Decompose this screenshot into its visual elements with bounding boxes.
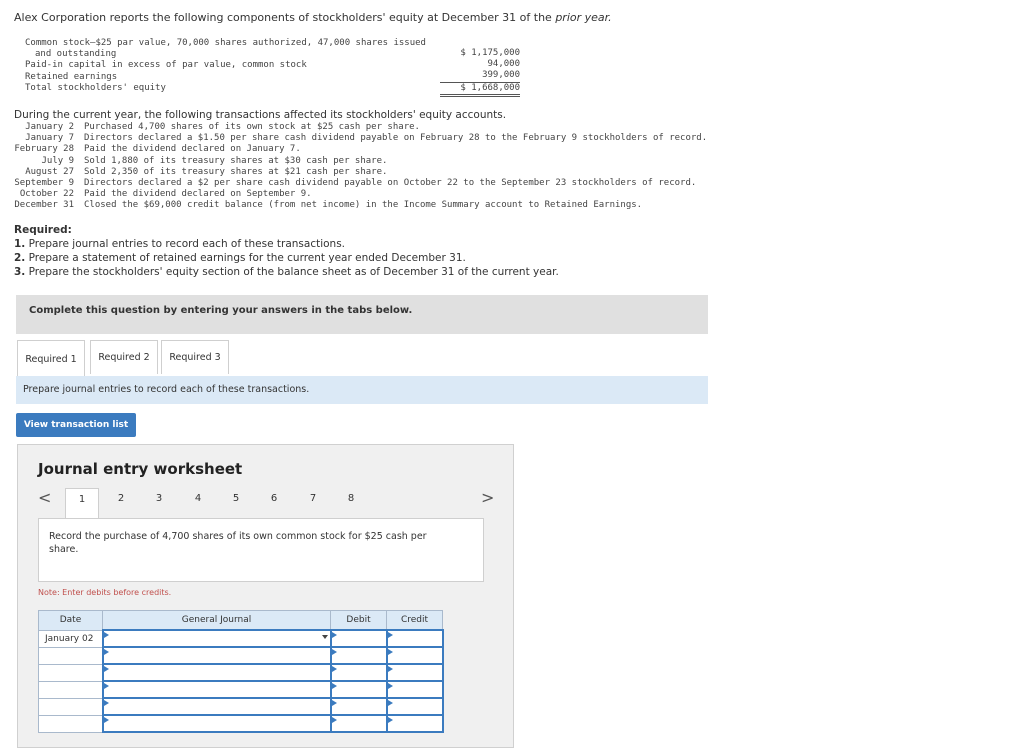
page-tab-1[interactable]: 1: [65, 488, 99, 519]
equity-labels: [25, 38, 426, 94]
chevron-down-icon[interactable]: [322, 635, 328, 639]
equity-label: Paid-in capital in excess of par value, common stock: [25, 60, 307, 71]
transaction-row: [14, 167, 707, 178]
journal-row: [39, 715, 443, 732]
debit-input[interactable]: [331, 681, 387, 698]
date-cell: [39, 681, 103, 698]
transaction-date: July 9: [41, 155, 74, 166]
chevron-left-icon[interactable]: <: [38, 488, 52, 507]
equity-value: 399,000: [440, 70, 520, 82]
required-item: 2. Prepare a statement of retained earnings for the current year ended December 31.: [14, 252, 466, 264]
journal-row: [39, 681, 443, 698]
equity-values: [440, 48, 520, 97]
page-tab-2[interactable]: 2: [117, 493, 125, 504]
date-cell: [39, 715, 103, 732]
debit-input[interactable]: [331, 630, 387, 647]
transaction-date: October 22: [19, 189, 74, 200]
equity-label: Retained earnings: [25, 71, 118, 82]
page-tab-6[interactable]: 6: [270, 493, 278, 504]
transaction-row: [14, 156, 707, 167]
col-header-general-journal: General Journal: [103, 611, 331, 631]
worksheet-title: Journal entry worksheet: [38, 460, 243, 478]
date-cell: January 02: [39, 630, 103, 647]
equity-label: and outstanding: [35, 49, 117, 60]
tab-required-1[interactable]: Required 1: [17, 340, 85, 377]
account-select[interactable]: [103, 647, 331, 664]
equity-label: Total stockholders' equity: [25, 82, 166, 93]
account-select[interactable]: [103, 715, 331, 732]
account-select[interactable]: [103, 698, 331, 715]
transaction-row: [14, 189, 707, 200]
equity-label: Common stock—$25 par value, 70,000 shares authorized, 47,000 shares issued: [25, 38, 426, 48]
credit-input[interactable]: [387, 715, 443, 732]
transaction-text: Paid the dividend declared on September 9.: [84, 189, 312, 200]
journal-row: [39, 664, 443, 681]
required-item: 3. Prepare the stockholders' equity section of the balance sheet as of December 31 of the current year.: [14, 266, 559, 278]
journal-row: [39, 630, 443, 647]
transaction-text: Sold 2,350 of its treasury shares at $21 cash per share.: [84, 166, 388, 177]
transaction-list: [14, 122, 707, 212]
transaction-row: [14, 133, 707, 144]
tab-instruction-bar: [16, 376, 708, 404]
required-heading: Required:: [14, 224, 72, 236]
account-select[interactable]: [103, 681, 331, 698]
instruction-banner: [16, 295, 708, 334]
journal-row: [39, 647, 443, 664]
during-text: During the current year, the following transactions affected its stockholders' equity accounts.: [14, 109, 507, 121]
credit-input[interactable]: [387, 647, 443, 664]
tab-instruction-text: Prepare journal entries to record each of these transactions.: [23, 384, 310, 395]
debit-input[interactable]: [331, 664, 387, 681]
page-tab-7[interactable]: 7: [309, 493, 317, 504]
transaction-row: [14, 178, 707, 189]
debits-note: Note: Enter debits before credits.: [38, 588, 172, 597]
transaction-date: December 31: [14, 200, 74, 211]
transaction-text: Sold 1,880 of its treasury shares at $30 cash per share.: [84, 155, 388, 166]
tab-required-2[interactable]: Required 2: [90, 340, 158, 374]
page-tab-4[interactable]: 4: [194, 493, 202, 504]
equity-value: 94,000: [487, 59, 520, 70]
transaction-text: Paid the dividend declared on January 7.: [84, 144, 301, 155]
transaction-date: September 9: [14, 178, 74, 189]
required-section: [14, 223, 559, 279]
equity-value: $ 1,175,000: [460, 48, 520, 58]
equity-total: $ 1,668,000: [440, 83, 520, 97]
transaction-date: January 2: [25, 122, 74, 132]
journal-row: [39, 698, 443, 715]
credit-input[interactable]: [387, 681, 443, 698]
intro-text: Alex Corporation reports the following components of stockholders' equity at December 31 of the prior year.: [14, 11, 612, 24]
transaction-date: January 7: [25, 133, 74, 144]
debit-input[interactable]: [331, 698, 387, 715]
transaction-text: Directors declared a $2 per share cash dividend payable on October 22 to the September 23 stockholders of record.: [84, 178, 697, 189]
journal-table: [38, 610, 444, 733]
transaction-date: February 28: [14, 144, 74, 155]
col-header-debit: Debit: [331, 611, 387, 631]
account-select[interactable]: [103, 630, 331, 647]
tab-bar: [16, 340, 708, 377]
transaction-text: Closed the $69,000 credit balance (from net income) in the Income Summary account to Retained Earnings.: [84, 200, 643, 211]
page-tab-5[interactable]: 5: [232, 493, 240, 504]
date-cell: [39, 647, 103, 664]
transaction-text: Purchased 4,700 shares of its own stock at $25 cash per share.: [84, 122, 420, 132]
chevron-right-icon[interactable]: >: [481, 488, 495, 507]
transaction-row: [14, 200, 707, 211]
tab-required-3[interactable]: Required 3: [161, 340, 229, 374]
debit-input[interactable]: [331, 647, 387, 664]
required-item: 1. Prepare journal entries to record each of these transactions.: [14, 238, 346, 250]
entry-description-box: [38, 518, 484, 582]
banner-text: Complete this question by entering your answers in the tabs below.: [29, 305, 413, 316]
credit-input[interactable]: [387, 630, 443, 647]
transaction-text: Directors declared a $1.50 per share cash dividend payable on February 28 to the February 9 stockholders of record.: [84, 133, 708, 144]
transaction-row: [14, 122, 707, 133]
view-transaction-list-button[interactable]: View transaction list: [16, 413, 136, 437]
credit-input[interactable]: [387, 664, 443, 681]
transaction-date: August 27: [25, 166, 74, 177]
col-header-date: Date: [39, 611, 103, 631]
date-cell: [39, 664, 103, 681]
debit-input[interactable]: [331, 715, 387, 732]
col-header-credit: Credit: [387, 611, 443, 631]
date-cell: [39, 698, 103, 715]
page-tab-3[interactable]: 3: [155, 493, 163, 504]
account-select[interactable]: [103, 664, 331, 681]
entry-description: Record the purchase of 4,700 shares of its own common stock for $25 cash per share.: [49, 531, 427, 555]
transaction-row: [14, 144, 707, 155]
page-tab-8[interactable]: 8: [347, 493, 355, 504]
credit-input[interactable]: [387, 698, 443, 715]
